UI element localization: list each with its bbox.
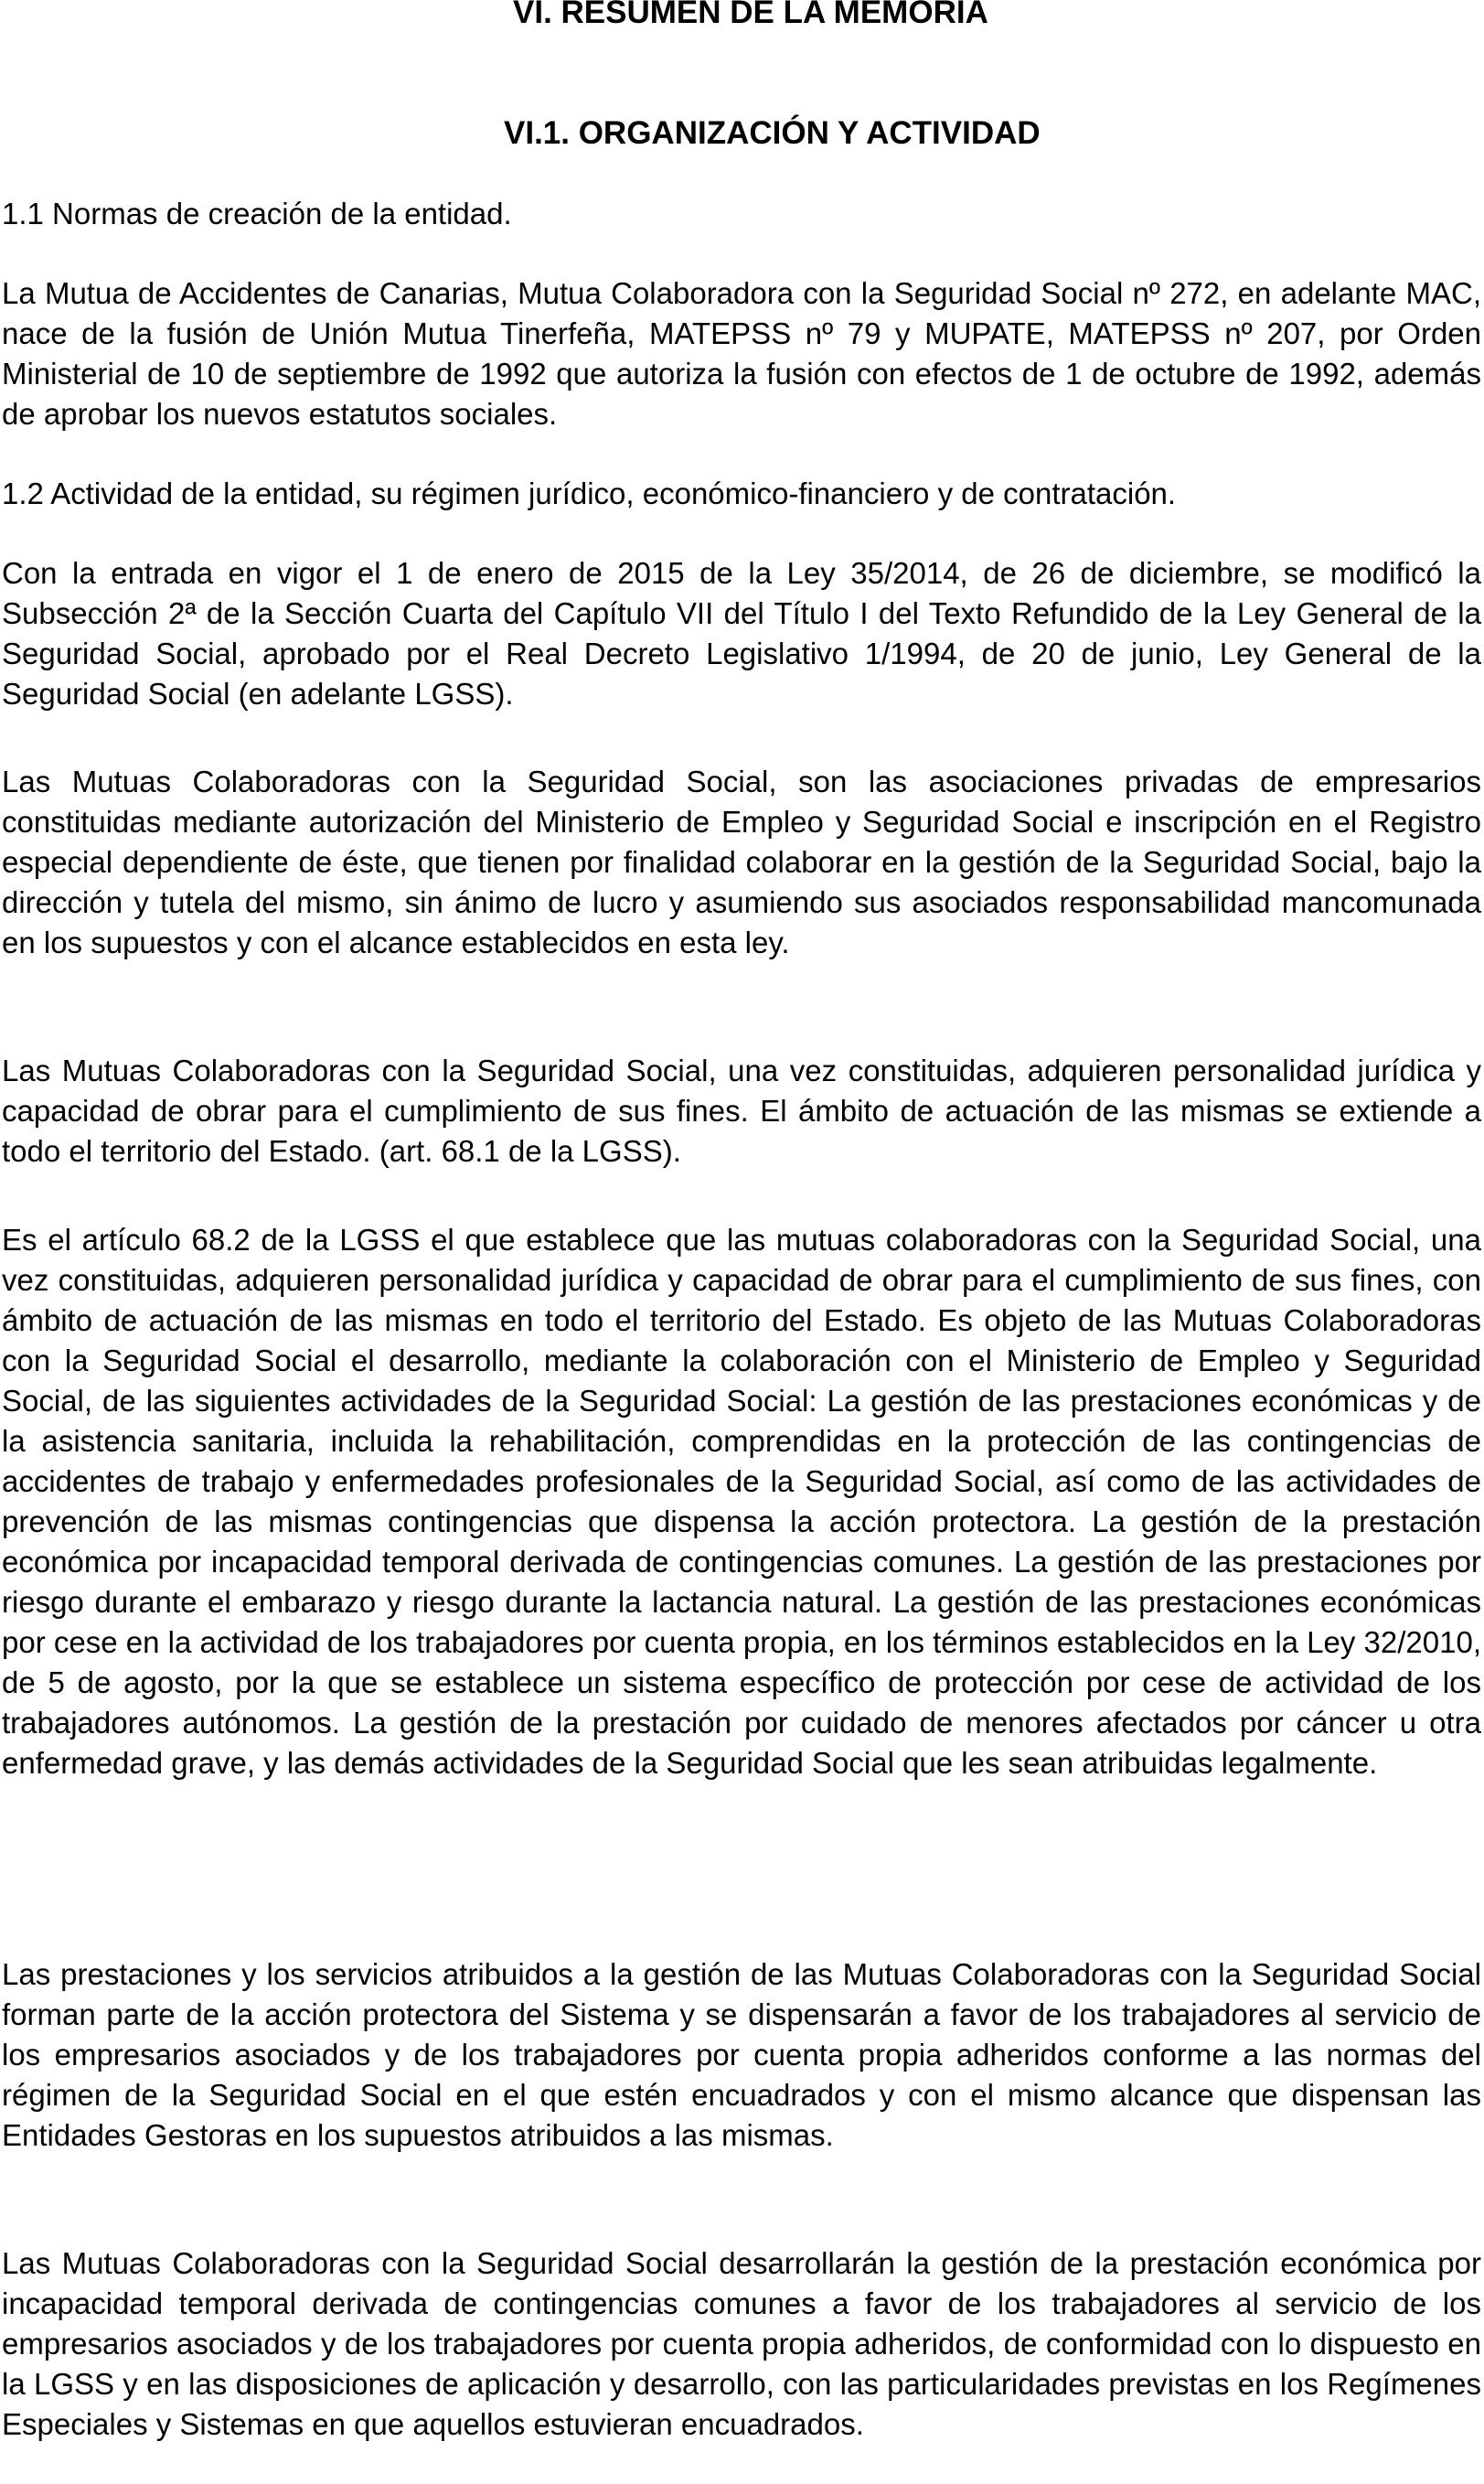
paragraph: Es el artículo 68.2 de la LGSS el que establece que las mutuas colaboradoras con la Seguridad Social, una vez constituidas, adquieren personalidad jurídica y capacidad de obrar para el cumplimiento de sus fines, con ámbito de actuación de las mismas en todo el territorio del Estado. Es objeto de las Mutuas Colaboradoras con la Seguridad Social el desarrollo, mediante la colaboración con el Ministerio de Empleo y Seguridad Social, de las siguientes actividades de la Seguridad Social: La gestión de las prestaciones económicas y de la asistencia sanitaria, incluida la rehabilitación, comprendidas en la protección de las contingencias de accidentes de trabajo y enfermedades profesionales de la Seguridad Social, así como de las actividades de prevención de las mismas contingencias que dispensa la acción protectora. La gestión de la prestación económica por incapacidad temporal derivada de contingencias comunes. La gestión de las prestaciones por riesgo durante el embarazo y riesgo durante la lactancia natural. La gestión de las prestaciones económicas por cese en la actividad de los trabajadores por cuenta propia, en los términos establecidos en la Ley 32/2010, de 5 de agosto, por la que se establece un sistema específico de protección por cese de actividad de los trabajadores autónomos. La gestión de la prestación por cuidado de menores afectados por cáncer u otra enfermedad grave, y las demás actividades de la Seguridad Social que les sean atribuidas legalmente. xyxy=(2,1223,1482,1780)
subsection-heading-1-1: 1.1 Normas de creación de la entidad. xyxy=(2,197,512,230)
paragraph: Las prestaciones y los servicios atribuidos a la gestión de las Mutuas Colaboradoras con la Seguridad Social forman parte de la acción protectora del Sistema y se dispensarán a favor de los trabajadores al servicio de los empresarios asociados y de los trabajadores por cuenta propia adheridos conforme a las normas del régimen de la Seguridad Social en el que estén encuadrados y con el mismo alcance que dispensan las Entidades Gestoras en los supuestos atribuidos a las mismas. xyxy=(2,1957,1481,2152)
paragraph: Las Mutuas Colaboradoras con la Seguridad Social, son las asociaciones privadas de empresarios constituidas mediante autorización del Ministerio de Empleo y Seguridad Social e inscripción en el Registro especial dependiente de éste, que tienen por finalidad colaborar en la gestión de la Seguridad Social, bajo la dirección y tutela del mismo, sin ánimo de lucro y asumiendo sus asociados responsabilidad mancomunada en los supuestos y con el alcance establecidos en esta ley. xyxy=(2,765,1481,959)
paragraph: Las Mutuas Colaboradoras con la Seguridad Social, una vez constituidas, adquieren personalidad jurídica y capacidad de obrar para el cumplimiento de sus fines. El ámbito de actuación de las mismas se extiende a todo el territorio del Estado. (art. 68.1 de la LGSS). xyxy=(2,1054,1481,1168)
section-title: VI.1. ORGANIZACIÓN Y ACTIVIDAD xyxy=(504,115,1041,151)
paragraph: La Mutua de Accidentes de Canarias, Mutua Colaboradora con la Seguridad Social nº 272, en adelante MAC, nace de la fusión de Unión Mutua Tinerfeña, MATEPSS nº 79 y MUPATE, MATEPSS nº 207, por Orden Ministerial de 10 de septiembre de 1992 que autoriza la fusión con efectos de 1 de octubre de 1992, además de aprobar los nuevos estatutos sociales. xyxy=(2,276,1481,431)
document-title: VI. RESUMEN DE LA MEMORIA xyxy=(513,0,988,30)
subsection-heading-1-2: 1.2 Actividad de la entidad, su régimen jurídico, económico-financiero y de contratación. xyxy=(2,476,1177,510)
paragraph: Con la entrada en vigor el 1 de enero de 2015 de la Ley 35/2014, de 26 de diciembre, se modificó la Subsección 2ª de la Sección Cuarta del Capítulo VII del Título I del Texto Refundido de la Ley General de la Seguridad Social, aprobado por el Real Decreto Legislativo 1/1994, de 20 de junio, Ley General de la Seguridad Social (en adelante LGSS). xyxy=(2,556,1481,711)
paragraph: Las Mutuas Colaboradoras con la Seguridad Social desarrollarán la gestión de la prestación económica por incapacidad temporal derivada de contingencias comunes a favor de los trabajadores al servicio de los empresarios asociados y de los trabajadores por cuenta propia adheridos, de conformidad con lo dispuesto en la LGSS y en las disposiciones de aplicación y desarrollo, con las particularidades previstas en los Regímenes Especiales y Sistemas en que aquellos estuvieran encuadrados. xyxy=(2,2246,1481,2441)
